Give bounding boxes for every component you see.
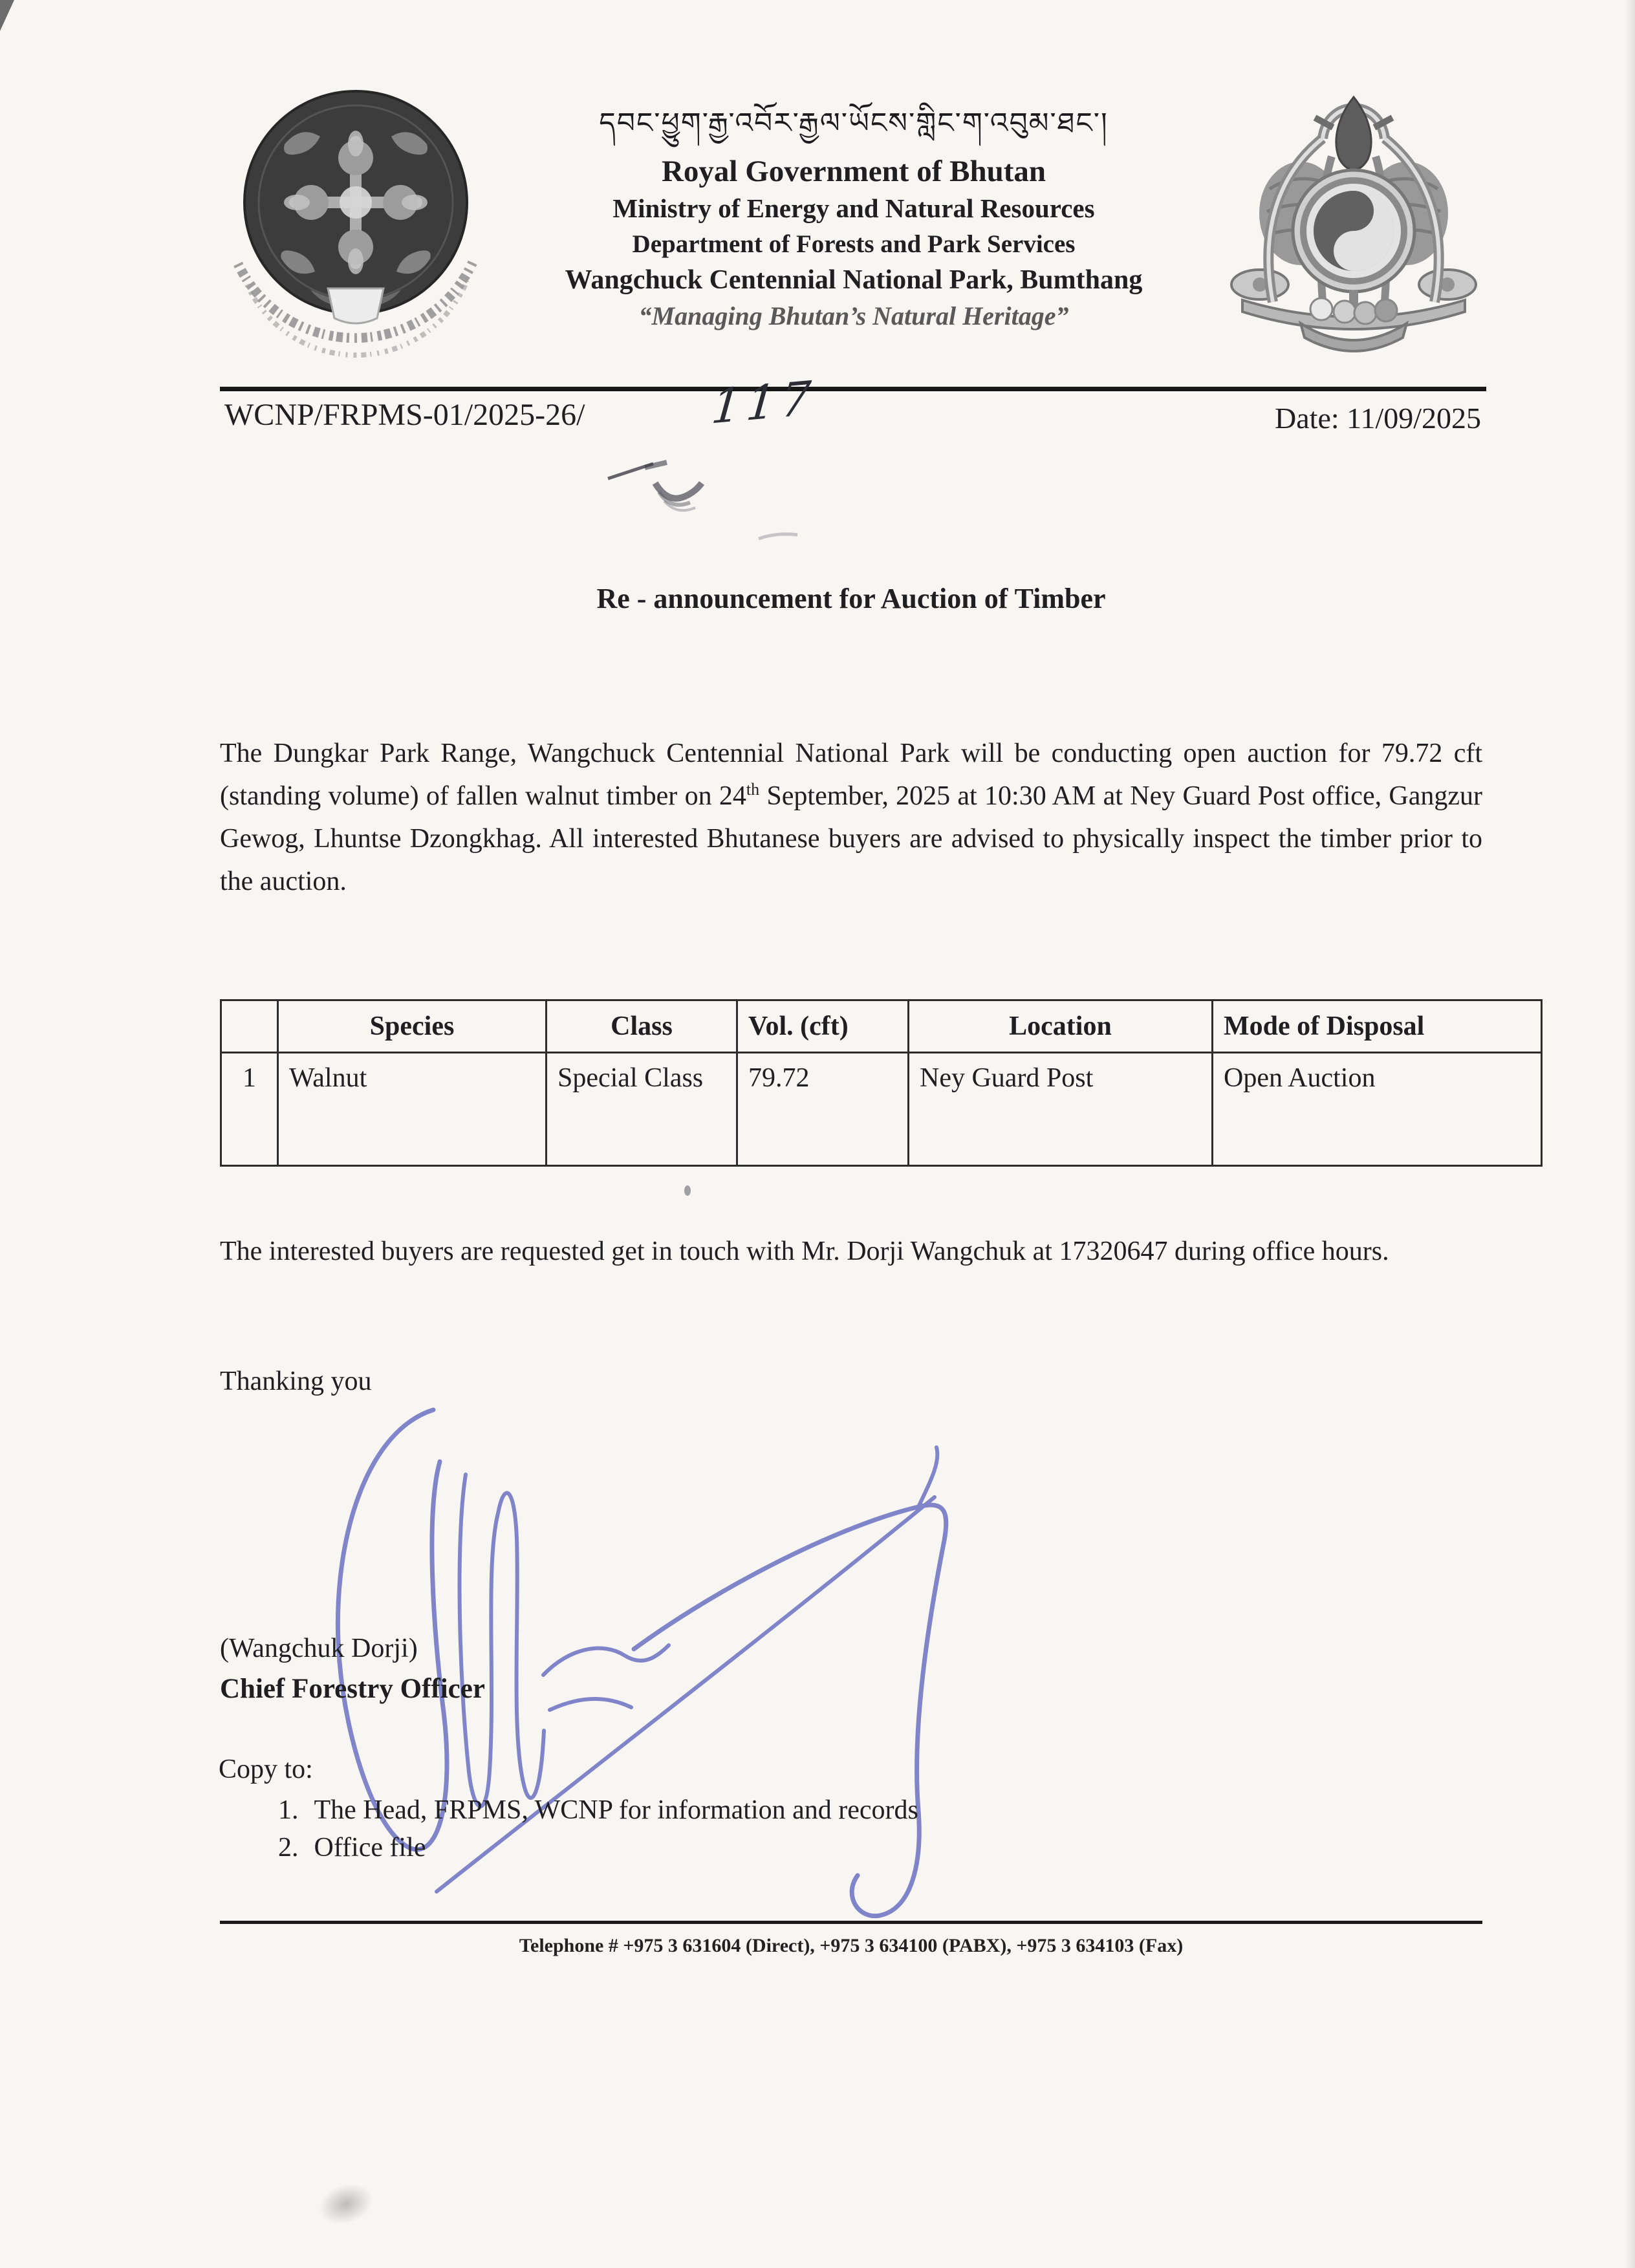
motto: “Managing Bhutan’s Natural Heritage” — [638, 301, 1069, 330]
signatory-title: Chief Forestry Officer — [220, 1674, 485, 1704]
header-serial — [221, 1000, 278, 1053]
scan-bottom-smudge — [314, 2177, 378, 2231]
copy-item-1-text: The Head, FRPMS, WCNP for information and records — [314, 1795, 918, 1825]
cell-species: Walnut — [278, 1053, 547, 1166]
auction-table — [220, 999, 1543, 1167]
header-rule — [220, 387, 1486, 391]
table-header-row — [221, 1000, 1542, 1053]
scan-edge-shading — [1625, 0, 1635, 2268]
header-class: Class — [547, 1000, 737, 1053]
subject-line: Re - announcement for Auction of Timber — [596, 583, 1106, 614]
ordinal-superscript: th — [746, 780, 760, 799]
ministry-title: Ministry of Energy and Natural Resources — [612, 193, 1095, 223]
letterhead — [414, 96, 1294, 334]
park-title: Wangchuck Centennial National Park, Bumthang — [565, 265, 1143, 295]
scan-corner-artifact — [0, 0, 14, 31]
copy-to-list — [278, 1791, 918, 1866]
government-title: Royal Government of Bhutan — [661, 155, 1046, 188]
header-volume: Vol. (cft) — [737, 1000, 909, 1053]
footer-telephone: Telephone # +975 3 631604 (Direct), +975 3 634100 (PABX), +975 3 634103 (Fax) — [519, 1935, 1184, 1956]
copy-item-2 — [278, 1829, 918, 1866]
body-paragraph-2: The interested buyers are requested get in touch with Mr. Dorji Wangchuk at 17320647 during office hours. — [220, 1237, 1389, 1266]
cell-location: Ney Guard Post — [909, 1053, 1213, 1166]
department-title: Department of Forests and Park Services — [632, 230, 1076, 258]
cell-serial: 1 — [221, 1053, 278, 1166]
copy-item-2-number: 2. — [278, 1833, 299, 1863]
reference-number: WCNP/FRPMS-01/2025-26/ — [224, 398, 585, 432]
body-paragraph-1 — [220, 732, 1482, 903]
cell-class: Special Class — [547, 1053, 737, 1166]
cell-volume: 79.72 — [737, 1053, 909, 1166]
table-row — [221, 1053, 1542, 1166]
header-mode: Mode of Disposal — [1213, 1000, 1542, 1053]
ink-smudge-graphic — [605, 443, 838, 559]
handwritten-dispatch-number: 117 — [709, 370, 818, 435]
copy-item-2-text: Office file — [314, 1833, 426, 1863]
dzongkha-title: དབང་ཕྱུག་རྒྱ་འབོར་རྒྱལ་ཡོངས་གླིང་ག་འབུམ་ཐང་། — [599, 107, 1109, 140]
header-location: Location — [909, 1000, 1213, 1053]
footer-rule — [220, 1921, 1482, 1924]
header-species: Species — [278, 1000, 547, 1053]
date-line: Date: 11/09/2025 — [1275, 402, 1481, 435]
cell-mode: Open Auction — [1213, 1053, 1542, 1166]
ink-smudge-artifact — [605, 443, 838, 559]
copy-item-1 — [278, 1791, 918, 1829]
thanking-you: Thanking you — [220, 1366, 372, 1396]
paragraph1-text-continued: September, 2025 at 10:30 AM at Ney Guard Post office, Gangzur Gewog, Lhuntse Dzongkhag. All interested Bhutanese buyers are advised to physically inspect the timber prior to the auction. — [220, 781, 1482, 896]
copy-item-1-number: 1. — [278, 1795, 299, 1825]
signatory-name: (Wangchuk Dorji) — [220, 1634, 418, 1663]
scan-dot-artifact — [684, 1185, 691, 1196]
copy-to-label: Copy to: — [219, 1755, 313, 1784]
paragraph1-text: The Dungkar Park Range, Wangchuck Centennial National Park will be conducting open auction for 79.72 cft (standing volume) of fallen walnut timber on 24 — [220, 739, 1482, 811]
